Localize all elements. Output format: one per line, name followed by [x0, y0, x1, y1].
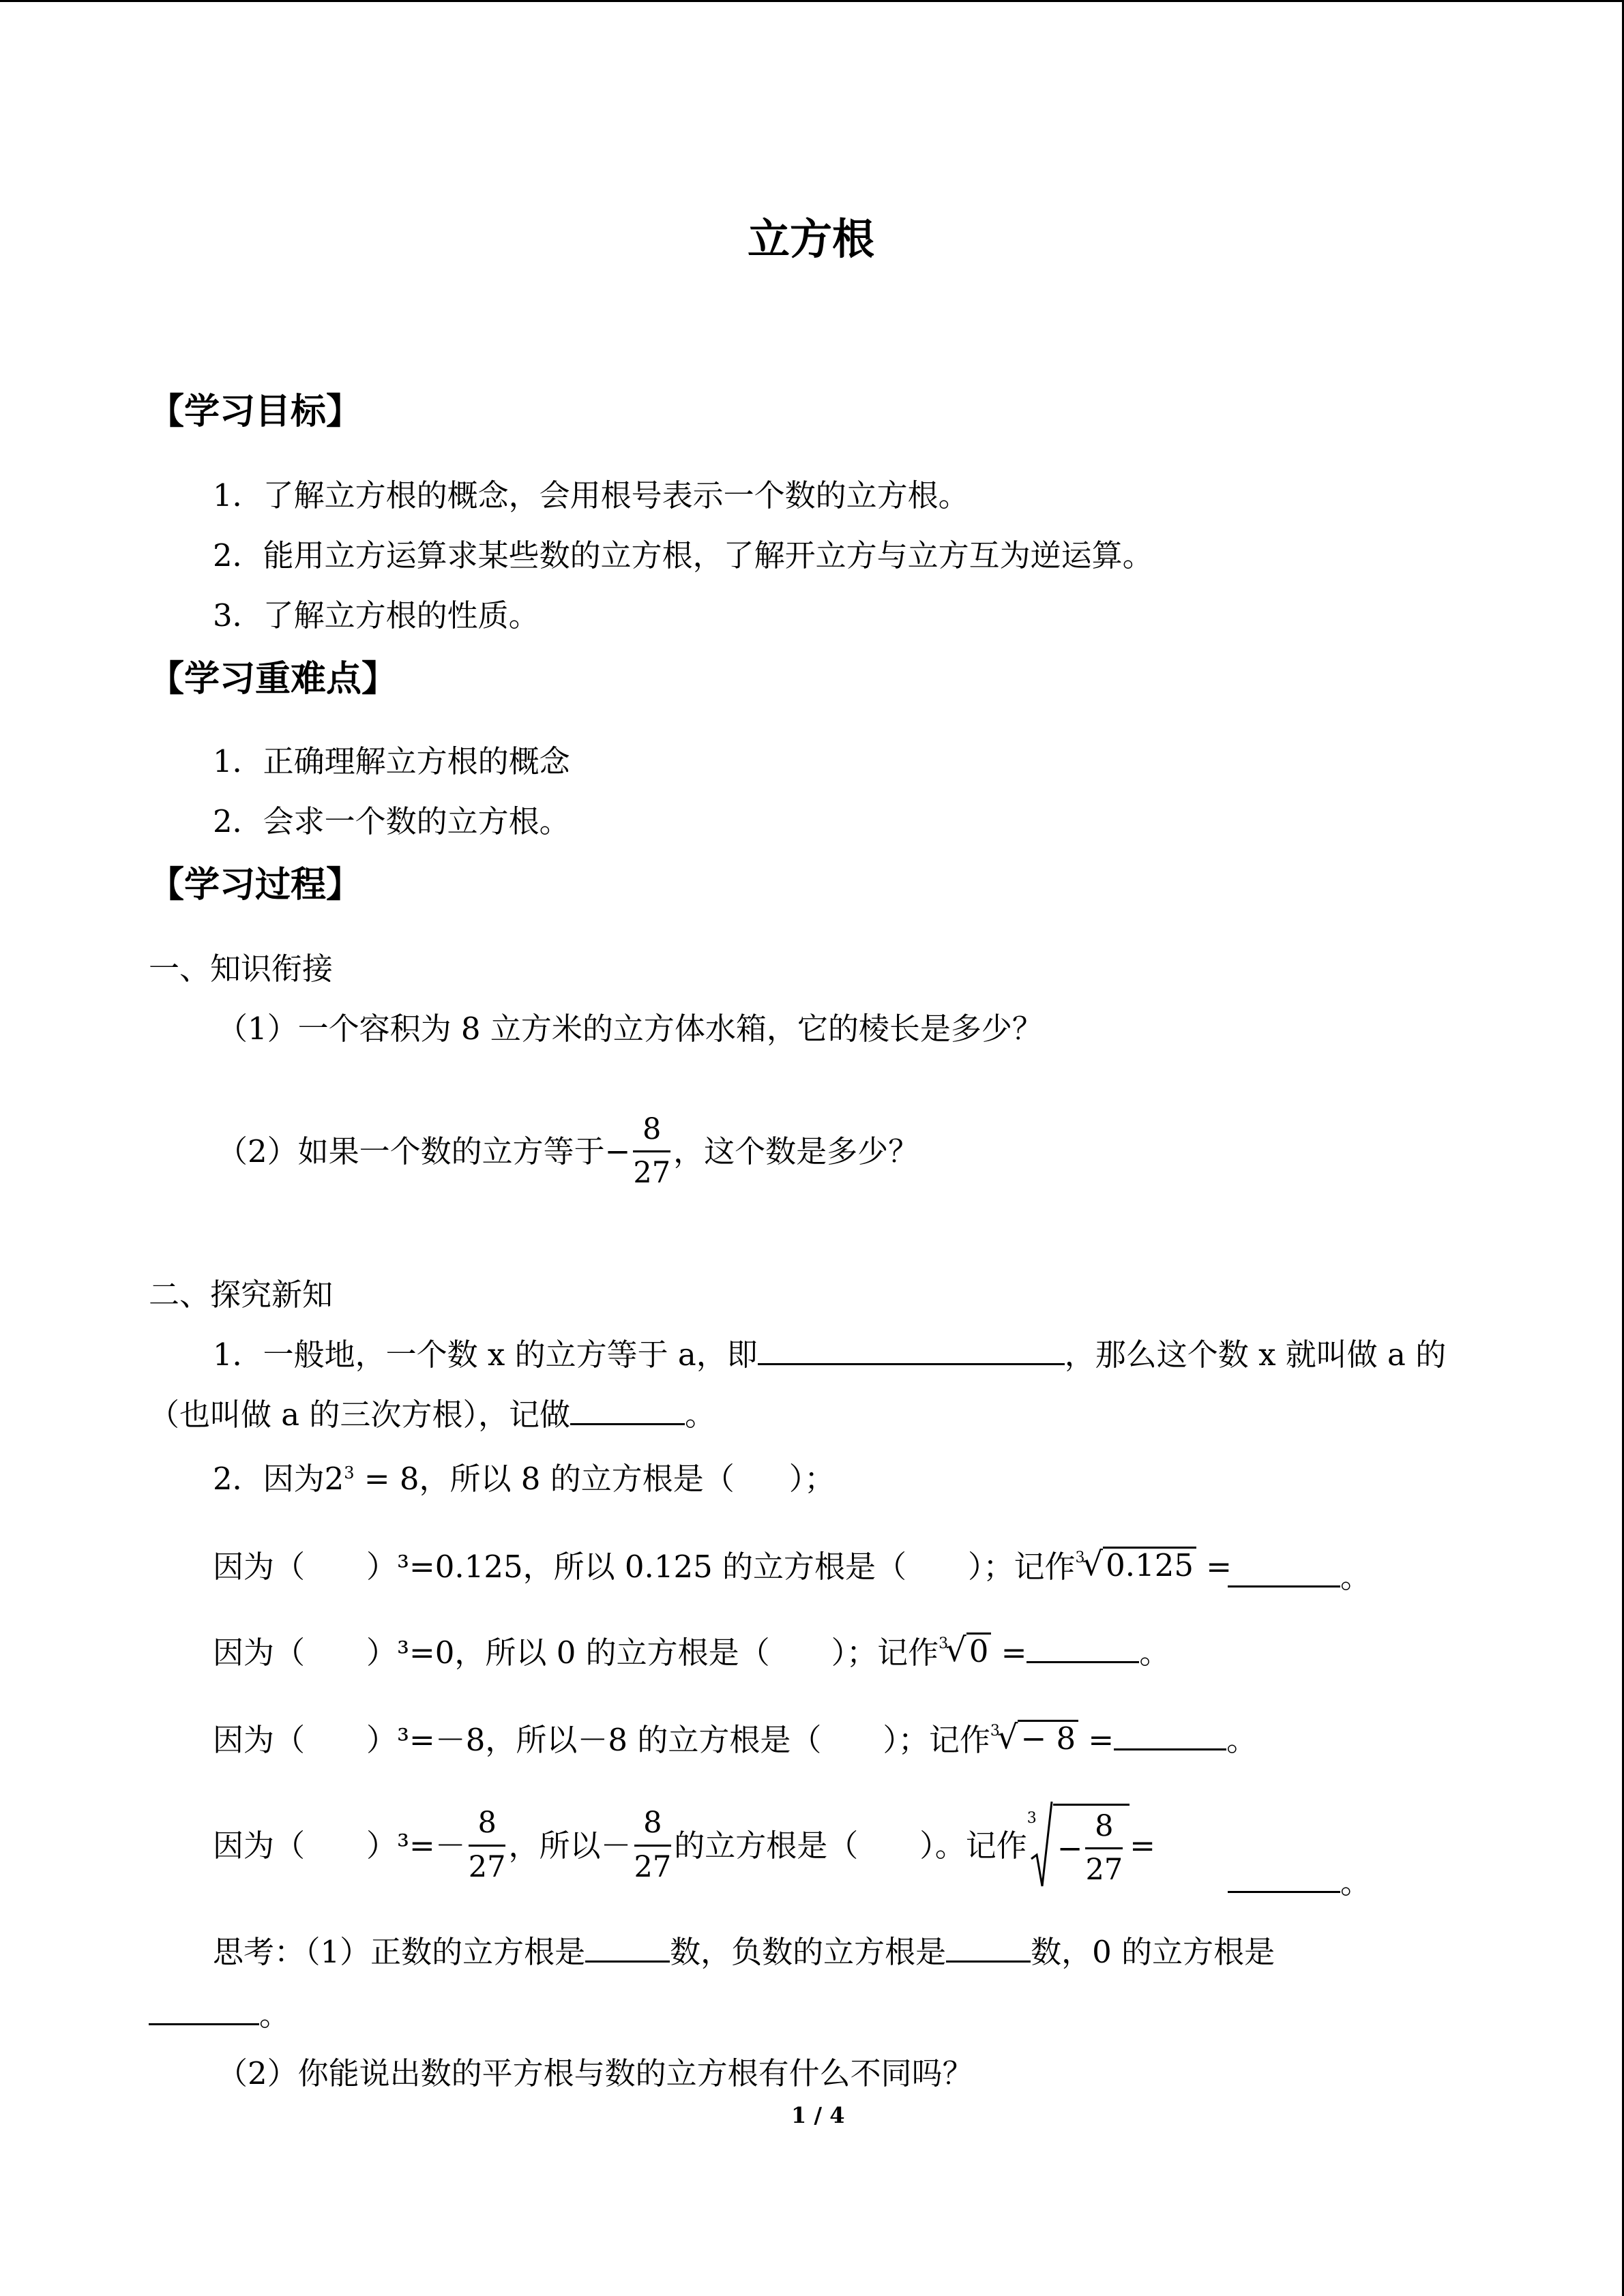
radicand: 0	[966, 1632, 992, 1667]
cube-root-row-0	[213, 1631, 1170, 1671]
row-period: 。	[1139, 1635, 1170, 1671]
think-line-1	[213, 1934, 1275, 1970]
blank-zero[interactable]	[149, 2019, 259, 2025]
cube-root-row-neg-fraction	[213, 1800, 1155, 1890]
fraction-denominator: 27	[1085, 1853, 1123, 1887]
think-text-2: 数，负数的立方根是	[670, 1934, 947, 1970]
definition-line-2	[149, 1397, 715, 1433]
radicand	[1053, 1804, 1130, 1888]
cube-root-row-0125	[213, 1545, 1232, 1585]
cube-root-of-fraction	[1027, 1800, 1130, 1890]
fraction-denominator: 27	[468, 1849, 506, 1884]
page-number: 1 / 4	[791, 2102, 845, 2128]
root-index: 3	[990, 1723, 1000, 1740]
definition-period: 。	[684, 1397, 715, 1433]
difficulty-item-2: 2．会求一个数的立方根。	[213, 803, 570, 839]
part1-title: 一、知识衔接	[149, 951, 334, 987]
fraction-8-27	[634, 1806, 672, 1884]
think-period: 。	[259, 1997, 291, 2033]
equals-sign: =	[1130, 1827, 1155, 1864]
blank-negative[interactable]	[946, 1956, 1031, 1963]
row-text-3: ）；记作	[831, 1635, 939, 1671]
row-text: 因为（	[213, 1549, 306, 1585]
row-text-3: ，所以－	[508, 1827, 632, 1864]
blank-answer[interactable]	[1228, 1887, 1340, 1893]
goal-item-1: 1．了解立方根的概念，会用根号表示一个数的立方根。	[213, 477, 969, 513]
example-text-3: ）；	[788, 1461, 836, 1497]
blank-answer[interactable]	[1228, 1581, 1340, 1587]
goal-item-2: 2．能用立方运算求某些数的立方根，了解开立方与立方互为逆运算。	[213, 537, 1153, 573]
fraction-8-27	[469, 1806, 506, 1884]
q2-fraction	[633, 1113, 670, 1191]
think-text-3: 数，0 的立方根是	[1031, 1934, 1275, 1970]
think-question-2: （2）你能说出数的平方根与数的立方根有什么不同吗？	[217, 2055, 973, 2091]
section-heading-goals: 【学习目标】	[149, 391, 362, 432]
definition-text-2: ，那么这个数 x 就叫做 a 的	[1064, 1337, 1447, 1373]
row-period: 。	[1226, 1722, 1258, 1758]
example-base: 2	[324, 1461, 344, 1497]
row-text-5: ）。记作	[919, 1827, 1027, 1864]
example-exponent: 3	[344, 1463, 355, 1482]
row-text: 因为（	[213, 1722, 306, 1758]
example-line-1	[213, 1461, 836, 1497]
cube-root-symbol	[990, 1718, 1078, 1757]
q2-text-end: ，这个数是多少？	[673, 1133, 919, 1170]
q2-fraction-denominator: 27	[633, 1156, 671, 1191]
fraction-numerator: 8	[634, 1806, 672, 1846]
page-title: 立方根	[748, 214, 875, 264]
section-heading-process: 【学习过程】	[149, 865, 362, 906]
row-text: 因为（	[213, 1635, 306, 1671]
blank-answer[interactable]	[1114, 1744, 1226, 1750]
radical-icon: √	[945, 1631, 966, 1669]
q2-minus: −	[604, 1133, 631, 1170]
row-text-2: ）³=0，所以 0 的立方根是（	[366, 1635, 770, 1671]
root-index: 3	[1075, 1549, 1085, 1566]
fraction-8-27	[1085, 1810, 1123, 1888]
radical-icon: √	[1082, 1545, 1104, 1583]
q2-text: （2）如果一个数的立方等于	[217, 1133, 605, 1170]
page-top-border	[0, 0, 1624, 2]
section-heading-difficulties: 【学习重难点】	[149, 659, 398, 700]
radicand: 0.125	[1103, 1547, 1196, 1581]
root-index: 3	[1027, 1810, 1037, 1827]
part1-question-1: （1）一个容积为 8 立方米的立方体水箱，它的棱长是多少？	[217, 1011, 1043, 1047]
minus-sign: −	[1057, 1830, 1083, 1866]
part1-question-2	[217, 1113, 919, 1191]
row-text: 因为（	[213, 1827, 306, 1864]
radicand: − 8	[1018, 1720, 1078, 1754]
equals-sign: =	[1078, 1722, 1114, 1758]
radical-icon: √	[996, 1718, 1018, 1757]
cube-root-symbol	[939, 1632, 991, 1667]
blank-answer[interactable]	[1027, 1657, 1139, 1663]
definition-text-3: （也叫做 a 的三次方根），记做	[149, 1397, 570, 1433]
equals-sign: =	[1196, 1549, 1232, 1585]
row-0125-answer	[1228, 1559, 1372, 1595]
equals-sign: =	[991, 1635, 1027, 1671]
example-text-2: = 8，所以 8 的立方根是（	[354, 1461, 735, 1497]
root-index: 3	[939, 1635, 949, 1652]
row-text-3: ）；记作	[968, 1549, 1076, 1585]
row-text-2: ）³=－8，所以－8 的立方根是（	[366, 1722, 822, 1758]
example-text: 2．因为	[213, 1461, 325, 1497]
cube-root-symbol	[1076, 1547, 1196, 1581]
cube-root-row-neg8	[213, 1718, 1258, 1758]
fraction-numerator: 8	[1085, 1810, 1123, 1849]
row-text-2: ）³=－	[366, 1827, 466, 1864]
fraction-numerator: 8	[469, 1806, 506, 1846]
difficulty-item-1: 1．正确理解立方根的概念	[213, 743, 570, 779]
row-text-3: ）；记作	[883, 1722, 990, 1758]
definition-text: 1．一般地，一个数 x 的立方等于 a，即	[213, 1337, 758, 1373]
row-fraction-answer	[1228, 1864, 1372, 1900]
fraction-denominator: 27	[634, 1849, 672, 1884]
goal-item-3: 3．了解立方根的性质。	[213, 597, 540, 633]
row-text-4: 的立方根是（	[674, 1827, 859, 1864]
row-period: 。	[1340, 1559, 1372, 1595]
row-text-2: ）³=0.125，所以 0.125 的立方根是（	[366, 1549, 907, 1585]
think-text: 思考：（1）正数的立方根是	[213, 1934, 586, 1970]
q2-fraction-numerator: 8	[633, 1113, 670, 1152]
blank-positive[interactable]	[585, 1956, 670, 1963]
radical-icon	[1030, 1800, 1053, 1890]
think-line-2	[149, 1997, 291, 2033]
row-period: 。	[1340, 1864, 1372, 1900]
part2-title: 二、探究新知	[149, 1277, 334, 1313]
blank-notation[interactable]	[570, 1419, 685, 1425]
definition-line-1	[213, 1337, 1447, 1373]
blank-definition-equation[interactable]	[758, 1359, 1065, 1365]
